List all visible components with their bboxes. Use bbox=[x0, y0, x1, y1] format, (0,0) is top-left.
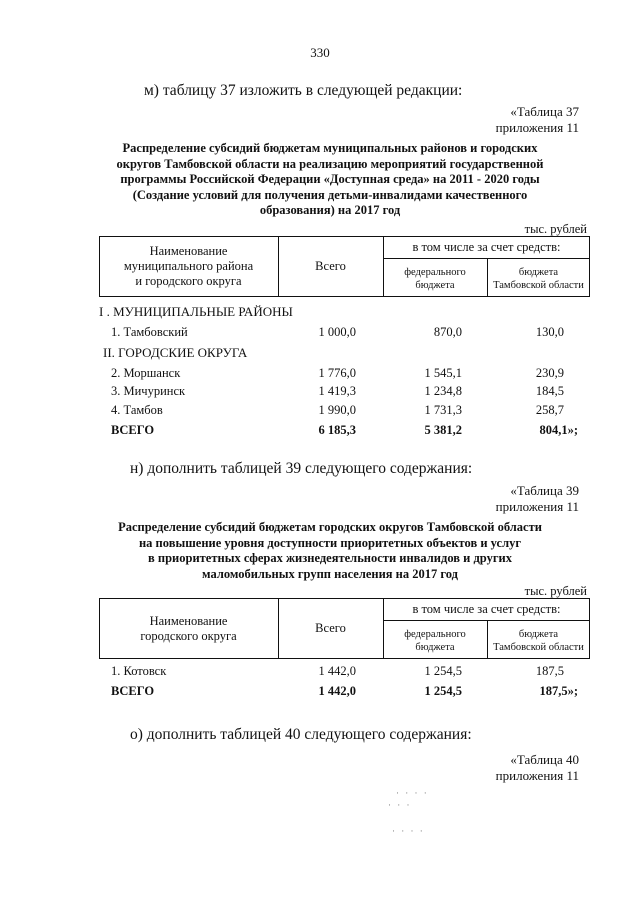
page-number: 330 bbox=[310, 45, 330, 60]
table39-reference bbox=[496, 483, 579, 515]
header-text: муниципального района bbox=[123, 259, 254, 273]
table37-title-line: округов Тамбовской области на реализацию мероприятий государственной bbox=[116, 156, 544, 171]
table39-unit: тыс. рублей bbox=[524, 584, 587, 598]
scan-artifact: · · · · bbox=[392, 826, 425, 836]
table39-row-divider bbox=[383, 620, 590, 621]
table39-header-name bbox=[99, 614, 278, 644]
cell-regional: 187,5 bbox=[535, 664, 564, 678]
table39-header-regional bbox=[487, 628, 590, 654]
item-o-text: о) дополнить таблицей 40 следующего содержания: bbox=[130, 726, 472, 743]
cell-name: 2. Моршанск bbox=[111, 366, 181, 380]
cell-federal: 5 381,2 bbox=[424, 423, 462, 437]
table39-title-line: на повышение уровня доступности приоритетных объектов и услуг bbox=[138, 535, 522, 550]
header-text: городского округа bbox=[140, 629, 237, 643]
header-text: Тамбовской области bbox=[493, 642, 584, 653]
cell-total: 1 776,0 bbox=[318, 366, 356, 380]
table40-reference bbox=[496, 752, 579, 784]
cell-name: ВСЕГО bbox=[111, 423, 155, 437]
table39-ref-line1: «Таблица 39 bbox=[510, 483, 579, 498]
header-text: федерального bbox=[404, 629, 466, 640]
table37-row-divider bbox=[383, 258, 590, 259]
cell-regional: 184,5 bbox=[535, 384, 564, 398]
header-text: бюджета bbox=[415, 642, 455, 653]
cell-regional: 258,7 bbox=[535, 403, 564, 417]
cell-federal: 1 254,5 bbox=[424, 664, 462, 678]
cell-total: 1 442,0 bbox=[318, 664, 356, 678]
table37-header-including: в том числе за счет средств: bbox=[412, 240, 561, 254]
cell-name: 1. Котовск bbox=[111, 664, 167, 678]
cell-federal: 1 234,8 bbox=[424, 384, 462, 398]
table40-ref-line1: «Таблица 40 bbox=[510, 752, 579, 767]
scan-artifact: · · · · bbox=[396, 788, 429, 798]
table39-ref-line2: приложения 11 bbox=[495, 499, 579, 514]
cell-total: 1 000,0 bbox=[318, 325, 356, 339]
cell-regional: 130,0 bbox=[535, 325, 564, 339]
table37-title-line: программы Российской Федерации «Доступная среда» на 2011 - 2020 годы bbox=[120, 172, 540, 186]
table37-title-line: Распределение субсидий бюджетам муниципальных районов и городских bbox=[122, 141, 538, 155]
cell-regional: 804,1»; bbox=[539, 423, 578, 437]
scan-artifact: · · · bbox=[388, 800, 412, 810]
cell-federal: 1 545,1 bbox=[424, 366, 462, 380]
table-total-row bbox=[0, 423, 640, 441]
table37-ref-line1: «Таблица 37 bbox=[510, 104, 579, 119]
cell-name: 4. Тамбов bbox=[111, 403, 163, 417]
table39-title-line: Распределение субсидий бюджетам городских округов Тамбовской области bbox=[118, 520, 542, 534]
table37-section-districts: I . МУНИЦИПАЛЬНЫЕ РАЙОНЫ bbox=[99, 304, 293, 319]
table37-title bbox=[80, 141, 580, 219]
header-text: Тамбовской области bbox=[493, 280, 584, 291]
table37-title-line: (Создание условий для получения детьми-инвалидами качественного bbox=[132, 187, 528, 202]
table37-header-regional bbox=[487, 266, 590, 292]
header-text: бюджета bbox=[518, 629, 559, 640]
table37-title-line: образования) на 2017 год bbox=[259, 203, 401, 217]
table-row bbox=[0, 403, 640, 421]
table37-header-total: Всего bbox=[315, 259, 346, 273]
item-n-text: н) дополнить таблицей 39 следующего содержания: bbox=[130, 460, 473, 477]
cell-total: 1 990,0 bbox=[318, 403, 356, 417]
table39-title-line: маломобильных групп населения на 2017 год bbox=[202, 566, 458, 581]
table-row bbox=[0, 325, 640, 343]
cell-name: ВСЕГО bbox=[111, 684, 155, 698]
cell-name: 1. Тамбовский bbox=[111, 325, 188, 339]
header-text: федерального bbox=[404, 267, 466, 278]
cell-total: 1 442,0 bbox=[318, 684, 356, 698]
cell-regional: 187,5»; bbox=[539, 684, 578, 698]
cell-federal: 870,0 bbox=[433, 325, 462, 339]
table37-ref-line2: приложения 11 bbox=[495, 120, 579, 135]
table39-header-total: Всего bbox=[315, 621, 346, 635]
table39-header-including: в том числе за счет средств: bbox=[412, 602, 561, 616]
cell-federal: 1 254,5 bbox=[424, 684, 462, 698]
table37-header-name bbox=[99, 244, 278, 289]
table-total-row bbox=[0, 684, 640, 702]
table37-header-federal bbox=[383, 266, 487, 292]
table-row bbox=[0, 366, 640, 384]
cell-total: 6 185,3 bbox=[318, 423, 356, 437]
cell-total: 1 419,3 bbox=[318, 384, 356, 398]
table37-section-cities: II. ГОРОДСКИЕ ОКРУГА bbox=[103, 345, 248, 360]
cell-federal: 1 731,3 bbox=[424, 403, 462, 417]
header-text: Наименование bbox=[149, 614, 228, 628]
item-m-text: м) таблицу 37 изложить в следующей редакции: bbox=[144, 82, 463, 99]
table37-reference bbox=[496, 104, 579, 136]
table39-title bbox=[80, 520, 580, 582]
header-text: Наименование bbox=[149, 244, 228, 258]
header-text: бюджета bbox=[518, 267, 559, 278]
header-text: и городского округа bbox=[135, 274, 242, 288]
cell-regional: 230,9 bbox=[535, 366, 564, 380]
table39-header-federal bbox=[383, 628, 487, 654]
table40-ref-line2: приложения 11 bbox=[495, 768, 579, 783]
table39-title-line: в приоритетных сферах жизнедеятельности инвалидов и других bbox=[148, 551, 512, 565]
table-row bbox=[0, 664, 640, 682]
cell-name: 3. Мичуринск bbox=[111, 384, 186, 398]
table-row bbox=[0, 384, 640, 402]
table37-unit: тыс. рублей bbox=[524, 222, 587, 236]
header-text: бюджета bbox=[415, 280, 455, 291]
